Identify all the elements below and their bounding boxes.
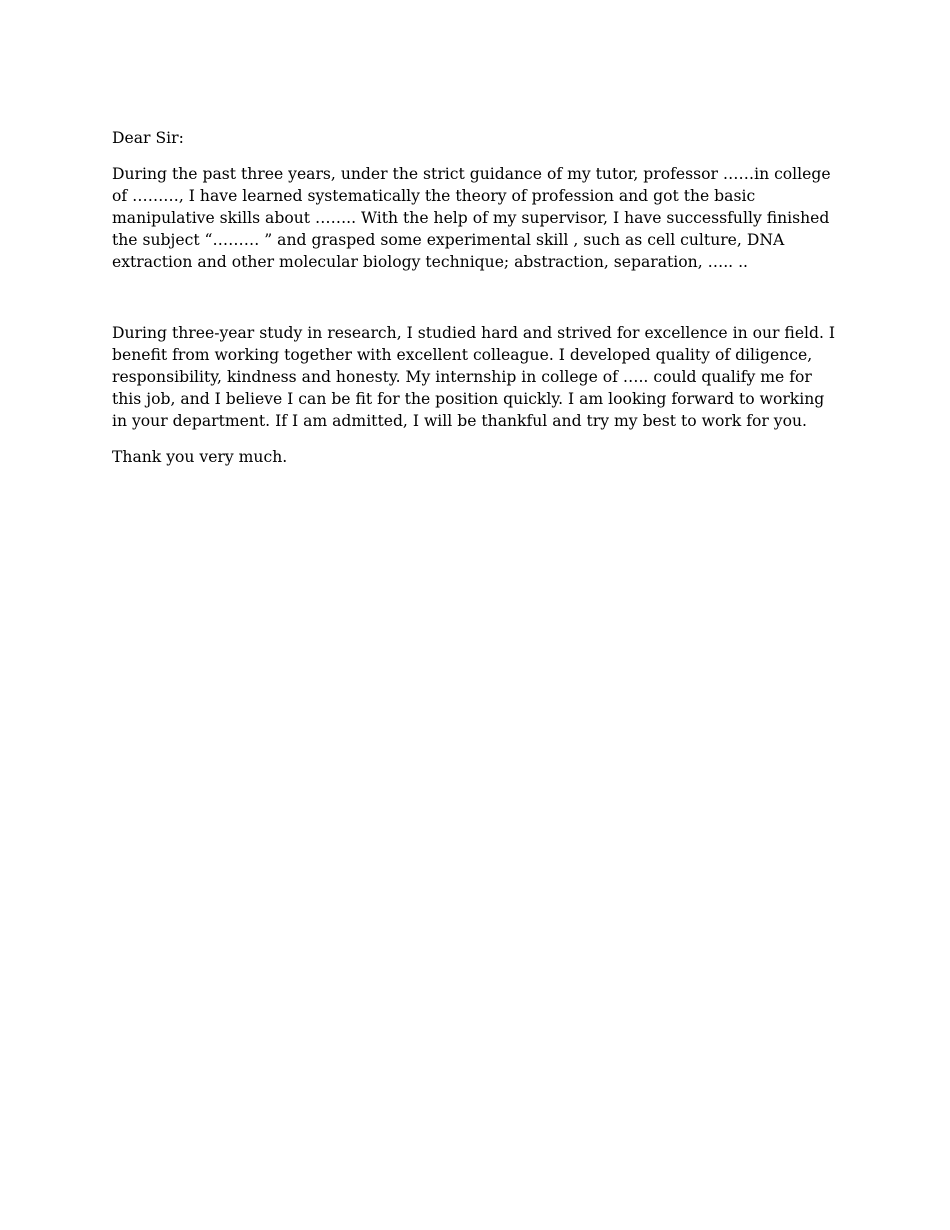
paragraph-1-line: of ………, I have learned systematically the theory of profession and got the basic — [112, 187, 756, 205]
paragraph-1-line: extraction and other molecular biology technique; abstraction, separation, ….. .. — [112, 253, 749, 271]
paragraph-2-line: responsibility, kindness and honesty. My internship in college of ….. could qualify me for — [112, 368, 812, 386]
paragraph-1-line: manipulative skills about …….. With the help of my supervisor, I have successfully finished — [112, 209, 830, 227]
paragraph-2-line: During three-year study in research, I studied hard and strived for excellence in our field. I — [112, 324, 836, 342]
paragraph-2 — [112, 322, 836, 432]
paragraph-1-line: During the past three years, under the strict guidance of my tutor, professor ……in college — [112, 165, 831, 183]
paragraph-2-line: in your department. If I am admitted, I will be thankful and try my best to work for you. — [112, 412, 807, 430]
paragraph-1-line: the subject “……… ” and grasped some experimental skill , such as cell culture, DNA — [112, 231, 785, 249]
letter-body — [112, 127, 836, 468]
paragraph-2-line: this job, and I believe I can be fit for the position quickly. I am looking forward to working — [112, 390, 825, 408]
salutation: Dear Sir: — [112, 129, 184, 147]
closing: Thank you very much. — [112, 448, 288, 466]
paragraph-2-line: benefit from working together with excellent colleague. I developed quality of diligence, — [112, 346, 813, 364]
paragraph-1 — [112, 163, 832, 273]
